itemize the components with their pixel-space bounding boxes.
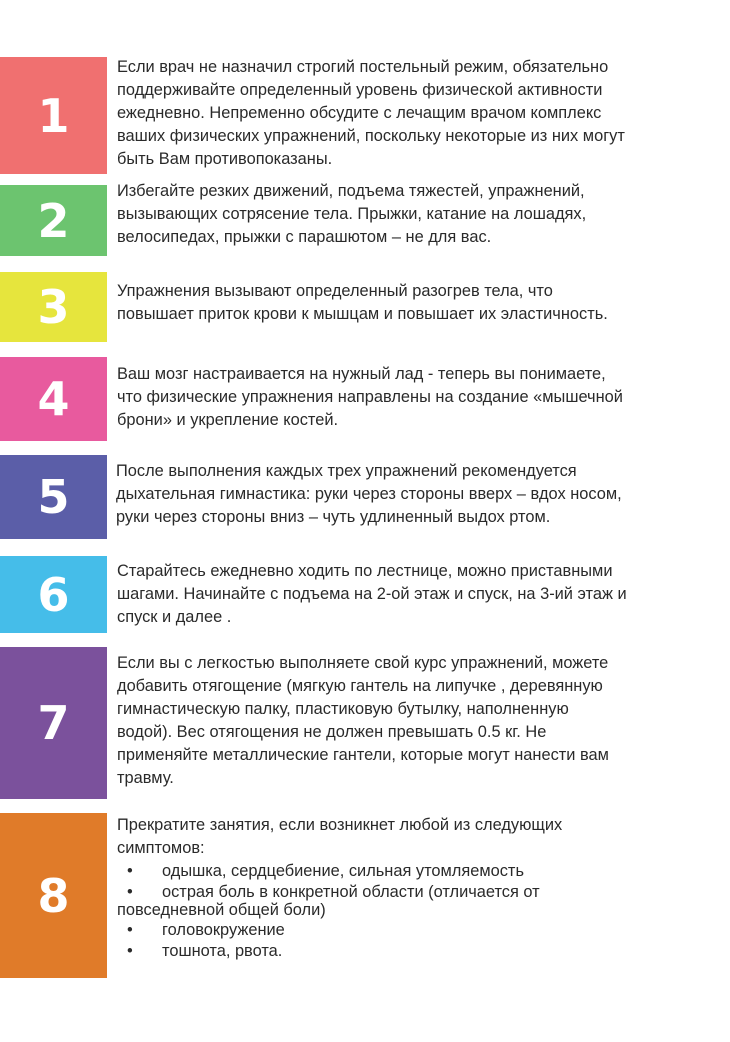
text-line: что физические упражнения направлены на создание «мышечной xyxy=(117,388,623,406)
text-line: велосипедах, прыжки с парашютом – не для вас. xyxy=(117,228,492,246)
number-5: 5 xyxy=(37,470,70,524)
bullet-icon: • xyxy=(127,921,133,939)
text-line: Если вы с легкостью выполняете свой курс упражнений, можете xyxy=(117,654,609,672)
symptom-text: тошнота, рвота. xyxy=(162,942,283,960)
symptom-list xyxy=(117,861,702,961)
item-text-6 xyxy=(117,560,702,629)
text-line: ежедневно. Непременно обсудите с лечащим врачом комплекс xyxy=(117,104,602,122)
text-line: спуск и далее . xyxy=(117,608,232,626)
text-line: вызывающих сотрясение тела. Прыжки, катание на лошадях, xyxy=(117,205,587,223)
list-item-3 xyxy=(0,272,730,342)
number-7: 7 xyxy=(37,696,70,750)
symptom-text: одышка, сердцебиение, сильная утомляемость xyxy=(162,862,524,880)
list-item-4 xyxy=(0,357,730,441)
text-line: травму. xyxy=(117,769,174,787)
text-line: дыхательная гимнастика: руки через стороны вверх – вдох носом, xyxy=(116,485,622,503)
item-text-4 xyxy=(117,363,702,432)
item-text-2 xyxy=(117,180,702,249)
text-line: Если врач не назначил строгий постельный режим, обязательно xyxy=(117,58,609,76)
item-text-5 xyxy=(116,460,701,529)
text-line: Упражнения вызывают определенный разогрев тела, что xyxy=(117,282,553,300)
list-item-1 xyxy=(0,57,730,174)
list-item-8 xyxy=(0,813,730,978)
list-item-2 xyxy=(0,182,730,256)
text-line: брони» и укрепление костей. xyxy=(117,411,339,429)
symptom-text: головокружение xyxy=(162,921,285,939)
text-line: шагами. Начинайте с подъема на 2-ой этаж и спуск, на 3-ий этаж и xyxy=(117,585,627,603)
item-text-1 xyxy=(117,56,702,171)
text-line: быть Вам противопоказаны. xyxy=(117,150,333,168)
bullet-icon: • xyxy=(127,883,133,901)
number-block-6 xyxy=(0,556,107,633)
text-line: поддерживайте определенный уровень физической активности xyxy=(117,81,603,99)
symptom-item xyxy=(117,882,702,919)
list-item-7 xyxy=(0,647,730,799)
text-line: ваших физических упражнений, поскольку некоторые из них могут xyxy=(117,127,625,145)
number-block-1 xyxy=(0,57,107,174)
item-text-8 xyxy=(117,814,702,961)
text-line: гимнастическую палку, пластиковую бутылку, наполненную xyxy=(117,700,569,718)
item-text-3 xyxy=(117,280,702,326)
text-line: После выполнения каждых трех упражнений рекомендуется xyxy=(116,462,577,480)
symptom-item xyxy=(117,941,702,961)
item-text-7 xyxy=(117,652,702,790)
number-6: 6 xyxy=(37,567,70,622)
text-line: добавить отягощение (мягкую гантель на липучке , деревянную xyxy=(117,677,603,695)
text-line: Прекратите занятия, если возникнет любой из следующих xyxy=(117,816,563,834)
list-item-5 xyxy=(0,455,730,539)
text-line: применяйте металлические гантели, которые могут нанести вам xyxy=(117,746,609,764)
number-block-7 xyxy=(0,647,107,799)
number-2: 2 xyxy=(37,193,70,248)
list-item-6 xyxy=(0,556,730,633)
bullet-icon: • xyxy=(127,942,133,960)
text-line: Старайтесь ежедневно ходить по лестнице, можно приставными xyxy=(117,562,613,580)
number-block-8 xyxy=(0,813,107,978)
number-8: 8 xyxy=(37,868,70,923)
number-block-4 xyxy=(0,357,107,441)
number-1: 1 xyxy=(37,88,70,143)
number-block-2 xyxy=(0,185,107,256)
number-4: 4 xyxy=(37,372,70,426)
text-line: повышает приток крови к мышцам и повышает их эластичность. xyxy=(117,305,608,323)
text-line: руки через стороны вниз – чуть удлиненный выдох ртом. xyxy=(116,508,551,526)
number-block-5 xyxy=(0,455,107,539)
number-3: 3 xyxy=(37,280,70,334)
text-line: Избегайте резких движений, подъема тяжестей, упражнений, xyxy=(117,182,585,200)
text-line: водой). Вес отягощения не должен превышать 0.5 кг. Не xyxy=(117,723,547,741)
text-line: Ваш мозг настраивается на нужный лад - теперь вы понимаете, xyxy=(117,365,606,383)
symptom-item xyxy=(117,861,702,881)
symptom-text: острая боль в конкретной области (отличается от xyxy=(162,883,540,901)
text-line: симптомов: xyxy=(117,839,205,857)
symptom-item xyxy=(117,920,702,940)
bullet-icon: • xyxy=(127,862,133,880)
number-block-3 xyxy=(0,272,107,342)
symptom-text-continued: повседневной общей боли) xyxy=(117,901,326,919)
